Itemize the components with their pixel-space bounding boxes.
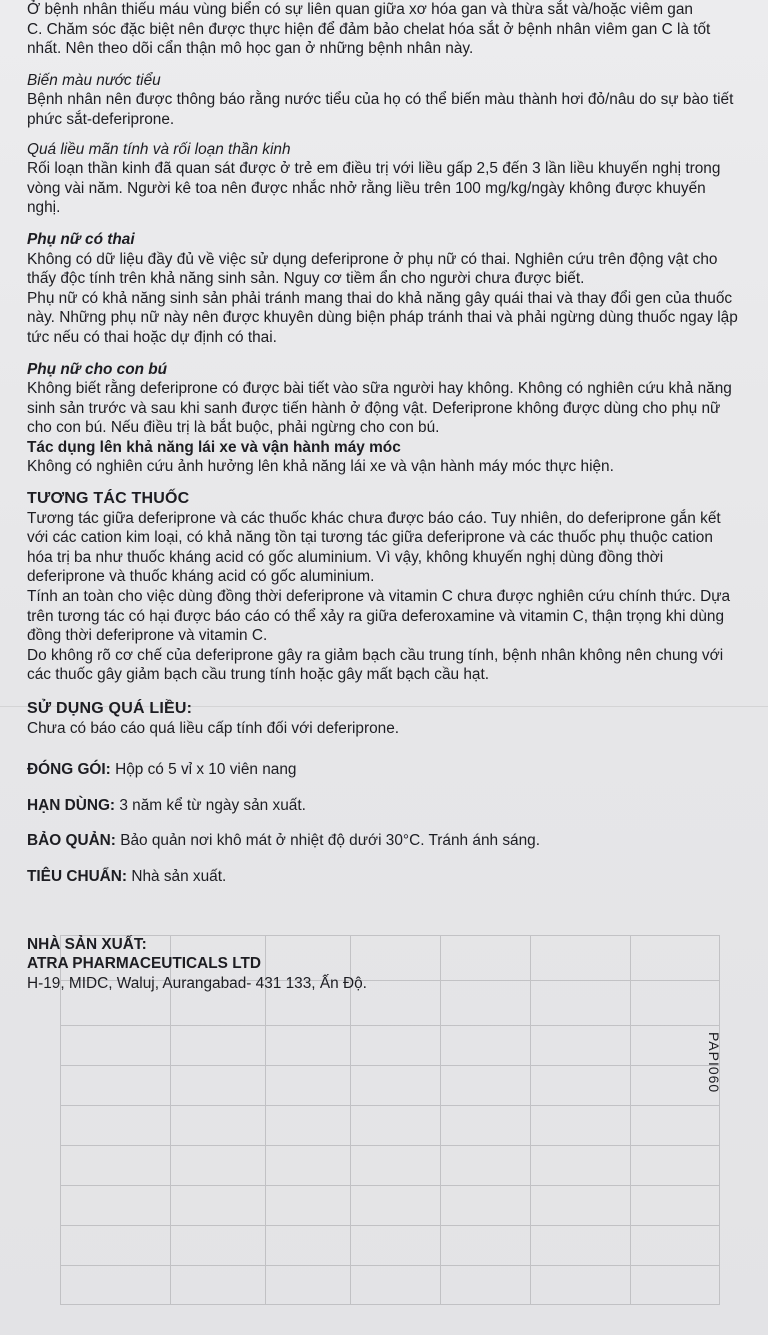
manufacturer-address: H-19, MIDC, Waluj, Aurangabad- 431 133, Ấn Độ. xyxy=(27,974,367,992)
leaflet-content xyxy=(27,0,739,993)
manufacturer-name: ATRA PHARMACEUTICALS LTD xyxy=(27,955,261,973)
breastfeeding-title: Phụ nữ cho con bú xyxy=(27,360,168,378)
expiry-value: 3 năm kể từ ngày sản xuất. xyxy=(115,796,306,814)
urine-title: Biến màu nước tiểu xyxy=(27,71,161,89)
packaging-label: ĐÓNG GÓI: xyxy=(27,761,111,779)
standard-line xyxy=(27,867,739,887)
overdose-title: SỬ DỤNG QUÁ LIỀU: xyxy=(27,700,193,717)
urine-text: Bệnh nhân nên được thông báo rằng nước tiểu của họ có thể biến màu thành hơi đỏ/nâu do sự bào tiết phức sắt-deferiprone. xyxy=(27,91,734,128)
manufacturer-title: NHÀ SẢN XUẤT: xyxy=(27,935,147,953)
expiry-line xyxy=(27,796,739,816)
intro-text: C. Chăm sóc đặc biệt nên được thực hiện để đảm bảo chelat hóa sắt ở bệnh nhân viêm gan C là tốt nhất. Nên theo dõi cẩn thận mô học gan ở những bệnh nhân này. xyxy=(27,20,711,58)
standard-label: TIÊU CHUẨN: xyxy=(27,867,128,885)
storage-value: Bảo quản nơi khô mát ở nhiệt độ dưới 30°C. Tránh ánh sáng. xyxy=(115,832,540,850)
interactions-title: TƯƠNG TÁC THUỐC xyxy=(27,490,190,508)
storage-label: BẢO QUẢN: xyxy=(27,832,116,850)
driving-title: Tác dụng lên khả năng lái xe và vận hành máy móc xyxy=(27,438,401,456)
packaging-value: Hộp có 5 vỉ x 10 viên nang xyxy=(110,761,297,779)
interactions-text-3: Do không rõ cơ chế của deferiprone gây ra giảm bạch cầu trung tính, bệnh nhân không nên chung với các thuốc gây giảm bạch cầu trung tính hoặc gây mất bạch cầu hạt. xyxy=(27,646,724,684)
driving-text: Không có nghiên cứu ảnh hưởng lên khả năng lái xe và vận hành máy móc thực hiện. xyxy=(27,458,614,476)
interactions-text-1: Tương tác giữa deferiprone và các thuốc khác chưa được báo cáo. Tuy nhiên, do deferiprone gắn kết với các cation kim loại, có khả năng tồn tại tương tác giữa deferiprone và các thuốc phụ thuộc cation hóa trị ba như thuốc kháng acid có gốc aluminium. Vì vậy, không khuyến nghị dùng đồng thời deferiprone và thuốc kháng acid có gốc aluminium. xyxy=(27,509,721,586)
breastfeeding-text: Không biết rằng deferiprone có được bài tiết vào sữa người hay không. Không có nghiên cứu khả năng sinh sản trước và sau khi sanh được tiến hành ở động vật. Deferiprone không được dùng cho phụ nữ cho con bú. Nếu điều trị là bắt buộc, phải ngừng cho con bú. xyxy=(27,380,732,437)
expiry-label: HẠN DÙNG: xyxy=(27,796,116,814)
chronic-overdose-title: Quá liều mãn tính và rối loạn thần kinh xyxy=(27,140,291,158)
packaging-line xyxy=(27,760,739,780)
pregnancy-text-1: Không có dữ liệu đầy đủ về việc sử dụng deferiprone ở phụ nữ có thai. Nghiên cứu trên động vật cho thấy độc tính trên khả năng sinh sản. Nguy cơ tiềm ẩn cho người chưa được biết. xyxy=(27,250,718,288)
intro-cut-line: Ở bệnh nhân thiếu máu vùng biển có sự liên quan giữa xơ hóa gan và thừa sắt và/hoặc viêm gan xyxy=(27,1,693,18)
pregnancy-text-2: Phụ nữ có khả năng sinh sản phải tránh mang thai do khả năng gây quái thai và thay đổi gen của thuốc này. Những phụ nữ này nên được khuyên dùng biện pháp tránh thai và phải ngừng dùng thuốc ngay lập tức nếu có thai hoặc dự định có thai. xyxy=(27,289,738,346)
storage-line xyxy=(27,831,739,851)
manufacturer-block xyxy=(27,935,739,994)
pregnancy-title: Phụ nữ có thai xyxy=(27,230,135,248)
standard-value: Nhà sản xuất. xyxy=(127,867,227,885)
leaflet-code: PAPI060 xyxy=(706,1032,722,1094)
overdose-text: Chưa có báo cáo quá liều cấp tính đối với deferiprone. xyxy=(27,719,400,737)
chronic-overdose-text: Rối loạn thần kinh đã quan sát được ở trẻ em điều trị với liều gấp 2,5 đến 3 lần liều khuyến nghị trong vòng vài năm. Người kê toa nên được nhắc nhở rằng liều trên 100 mg/kg/ngày không được khuyến nghị. xyxy=(27,160,721,217)
interactions-text-2: Tính an toàn cho việc dùng đồng thời deferiprone và vitamin C chưa được nghiên cứu chính thức. Dựa trên tương tác có hại được báo cáo có thể xảy ra giữa deferoxamine và vitamin C, thận trọng khi dùng đồng thời deferiprone và vitamin C. xyxy=(27,588,731,645)
